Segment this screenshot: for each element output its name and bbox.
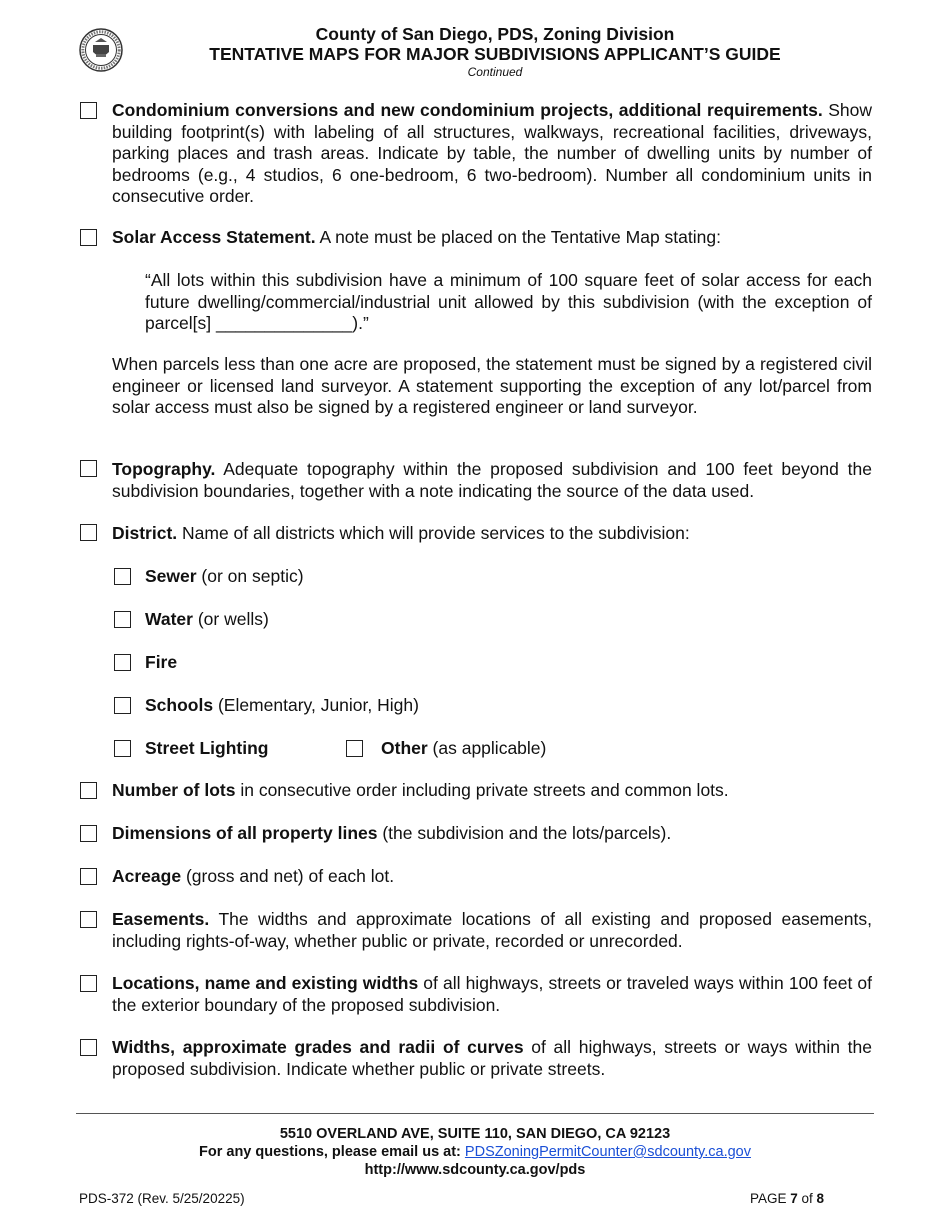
item-title: Topography. (112, 459, 216, 479)
item-solar-access (112, 227, 872, 249)
checkbox-street-lighting[interactable] (114, 740, 131, 757)
item-water (145, 609, 269, 631)
item-body: of all highways, streets or ways within the proposed subdivision. Indicate whether public or private streets. (112, 1037, 872, 1079)
footer-divider (76, 1113, 874, 1114)
item-body: in consecutive order including private streets and common lots. (235, 780, 729, 800)
item-body: Name of all districts which will provide services to the subdivision: (177, 523, 690, 543)
item-locations (112, 973, 872, 1016)
item-title: Street Lighting (145, 738, 269, 758)
item-body: (Elementary, Junior, High) (213, 695, 419, 715)
checkbox-condominium[interactable] (80, 102, 97, 119)
checkbox-schools[interactable] (114, 697, 131, 714)
item-sewer (145, 566, 304, 588)
checkbox-easements[interactable] (80, 911, 97, 928)
item-fire (145, 652, 177, 674)
checkbox-district[interactable] (80, 524, 97, 541)
checkbox-locations[interactable] (80, 975, 97, 992)
checkbox-acreage[interactable] (80, 868, 97, 885)
item-title: Widths, approximate grades and radii of curves (112, 1037, 524, 1057)
item-body: (as applicable) (427, 738, 547, 758)
page-title: TENTATIVE MAPS FOR MAJOR SUBDIVISIONS APPLICANT’S GUIDE (209, 44, 781, 64)
item-topography (112, 459, 872, 502)
solar-note: When parcels less than one acre are proposed, the statement must be signed by a registered civil engineer or licensed land surveyor. A statement supporting the exception of any lot/parcel from solar access must also be signed by a registered engineer or land surveyor. (112, 354, 872, 417)
header-agency: County of San Diego, PDS, Zoning Division (315, 24, 675, 44)
checkbox-widths[interactable] (80, 1039, 97, 1056)
checkbox-sewer[interactable] (114, 568, 131, 585)
item-easements (112, 909, 872, 952)
footer-email-link[interactable]: PDSZoningPermitCounter@sdcounty.ca.gov (464, 1144, 751, 1160)
item-title: District. (112, 523, 178, 543)
page-total: 8 (816, 1191, 824, 1206)
item-acreage (112, 866, 872, 888)
item-body: (gross and net) of each lot. (181, 866, 395, 886)
page-of: of (797, 1191, 817, 1206)
item-number-of-lots (112, 780, 872, 802)
item-title: Acreage (112, 866, 182, 886)
footer-contact (76, 1144, 874, 1160)
item-title: Dimensions of all property lines (112, 823, 378, 843)
item-title: Condominium conversions and new condominium projects, additional requirements. (112, 100, 823, 120)
item-other (381, 738, 546, 760)
item-district (112, 523, 872, 545)
checkbox-topography[interactable] (80, 460, 97, 477)
checkbox-water[interactable] (114, 611, 131, 628)
item-body: (or on septic) (196, 566, 304, 586)
item-schools (145, 695, 419, 717)
item-title: Number of lots (112, 780, 236, 800)
item-body: Show building footprint(s) with labeling of all structures, walkways, recreational facilities, driveways, parking places and trash areas. Indicate by table, the number of dwelling units by number of bedrooms (e.g., 4 studios, 6 one-bedroom, 6 two-bedroom). Number all condominium units in consecutive order. (112, 100, 873, 206)
footer-email-prefix: For any questions, please email us at: (199, 1144, 465, 1160)
item-body: (the subdivision and the lots/parcels). (377, 823, 672, 843)
page-label: PAGE (749, 1191, 791, 1206)
item-dimensions (112, 823, 872, 845)
item-body: A note must be placed on the Tentative Map stating: (315, 227, 721, 247)
checkbox-other[interactable] (346, 740, 363, 757)
checkbox-fire[interactable] (114, 654, 131, 671)
item-body: Adequate topography within the proposed subdivision and 100 feet beyond the subdivision boundaries, together with a note indicating the source of the data used. (112, 459, 872, 501)
item-body: (or wells) (192, 609, 269, 629)
solar-quote: “All lots within this subdivision have a minimum of 100 square feet of solar access for each future dwelling/commercial/industrial unit allowed by this subdivision (with the exception of parcel[s] ______________).” (145, 270, 872, 333)
checkbox-solar-access[interactable] (80, 229, 97, 246)
footer-address: 5510 OVERLAND AVE, SUITE 110, SAN DIEGO, CA 92123 (279, 1126, 671, 1142)
item-widths (112, 1037, 872, 1080)
item-title: Other (381, 738, 428, 758)
item-title: Water (145, 609, 193, 629)
item-street-lighting (145, 738, 268, 760)
item-title: Schools (145, 695, 214, 715)
item-body: The widths and approximate locations of all existing and proposed easements, including rights-of-way, whether public or private, recorded or unrecorded. (112, 909, 872, 951)
checkbox-number-of-lots[interactable] (80, 782, 97, 799)
page-current: 7 (790, 1191, 798, 1206)
item-title: Fire (145, 652, 178, 672)
item-title: Locations, name and existing widths (112, 973, 419, 993)
header-continued: Continued (467, 65, 523, 79)
item-body: of all highways, streets or traveled ways within 100 feet of the exterior boundary of the proposed subdivision. (112, 973, 872, 1015)
item-title: Sewer (145, 566, 197, 586)
item-title: Solar Access Statement. (112, 227, 316, 247)
footer-website[interactable]: http://www.sdcounty.ca.gov/pds (364, 1162, 586, 1178)
county-seal-logo (79, 28, 123, 72)
page-number (750, 1191, 824, 1206)
item-title: Easements. (112, 909, 210, 929)
checkbox-dimensions[interactable] (80, 825, 97, 842)
item-condominium (112, 100, 872, 208)
form-id: PDS-372 (Rev. 5/25/20225) (79, 1191, 245, 1206)
